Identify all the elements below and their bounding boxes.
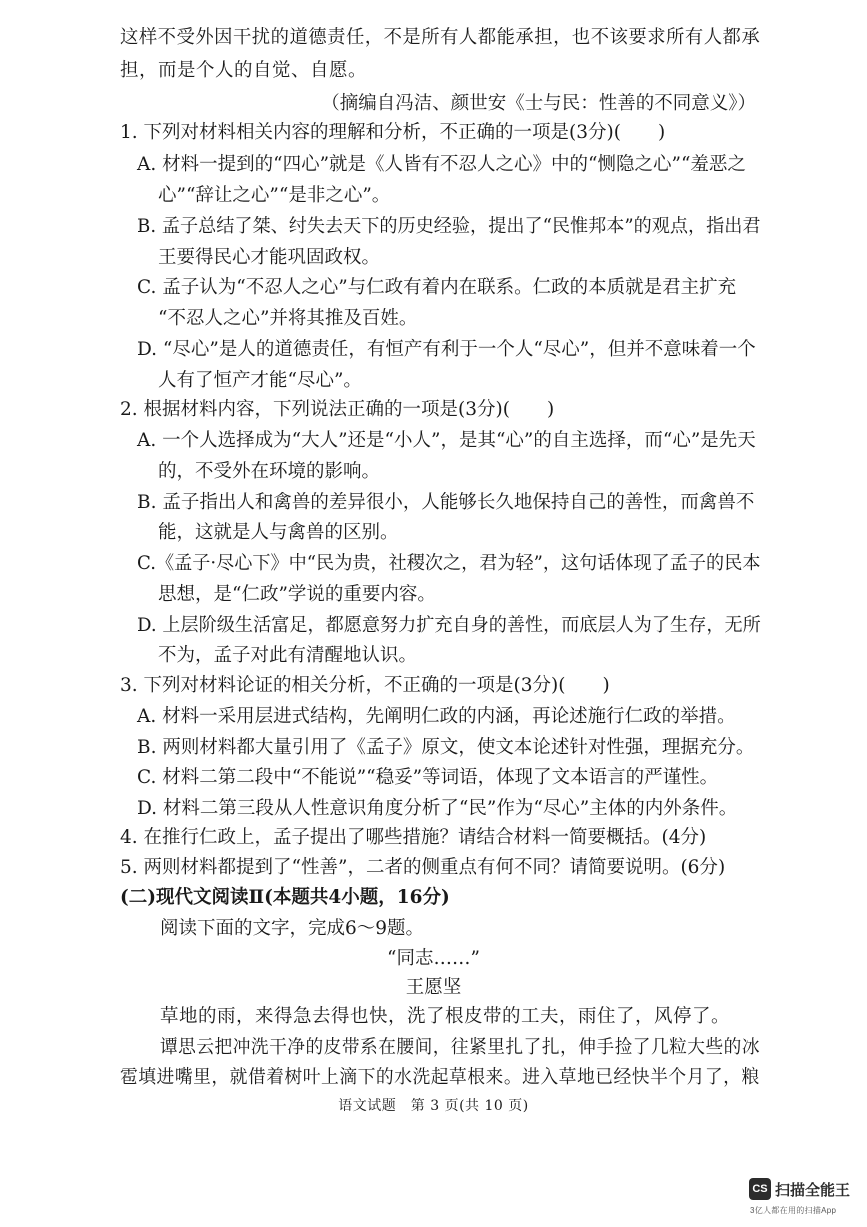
question-3-stem: 3. 下列对材料论证的相关分析，不正确的一项是(3分)( ) (120, 675, 610, 696)
question-2-stem: 2. 根据材料内容，下列说法正确的一项是(3分)( ) (120, 399, 555, 420)
question-4: 4. 在推行仁政上，孟子提出了哪些措施？请结合材料一简要概括。(4分) (120, 827, 707, 848)
story-author: 王愿坚 (405, 977, 462, 998)
passage-source: （摘编自冯洁、颜世安《士与民：性善的不同意义》） (321, 93, 756, 114)
story-paragraph-1: 草地的雨，来得急去得也快，洗了根皮带的工夫，雨住了，风停了。 (160, 1006, 731, 1027)
question-1-option-a-line-1: A. 材料一提到的“四心”就是《人皆有不忍人之心》中的“恻隐之心”“羞恶之 (137, 154, 746, 175)
passage-line-2: 担，而是个人的自觉、自愿。 (120, 60, 368, 81)
question-1-option-b-line-2: 王要得民心才能巩固政权。 (158, 247, 381, 268)
question-2-option-d-line-2: 不为，孟子对此有清醒地认识。 (158, 645, 418, 666)
question-2-option-b-line-1: B. 孟子指出人和禽兽的差异很小，人能够长久地保持自己的善性，而禽兽不 (137, 492, 755, 513)
question-3-option-a: A. 材料一采用层进式结构，先阐明仁政的内涵，再论述施行仁政的举措。 (137, 706, 736, 727)
question-2-option-c-line-1: C.《孟子·尽心下》中“民为贵，社稷次之，君为轻”，这句话体现了孟子的民本 (137, 553, 761, 574)
story-title: “同志……” (387, 948, 480, 969)
question-1-option-d-line-1: D. “尽心”是人的道德责任，有恒产有利于一个人“尽心”，但并不意味着一个 (137, 339, 756, 360)
question-1-option-c-line-1: C. 孟子认为“不忍人之心”与仁政有着内在联系。仁政的本质就是君主扩充 (137, 277, 737, 298)
question-1-option-c-line-2: “不忍人之心”并将其推及百姓。 (158, 308, 418, 329)
question-2-option-a-line-2: 的，不受外在环境的影响。 (158, 461, 381, 482)
reading-instruction: 阅读下面的文字，完成6～9题。 (160, 918, 425, 939)
passage-line-1: 这样不受外因干扰的道德责任，不是所有人都能承担，也不该要求所有人都承 (120, 27, 761, 48)
question-2-option-a-line-1: A. 一个人选择成为“大人”还是“小人”，是其“心”的自主选择，而“心”是先天 (137, 430, 756, 451)
scanner-watermark (749, 1178, 859, 1218)
question-1-option-d-line-2: 人有了恒产才能“尽心”。 (158, 370, 362, 391)
page-footer: 语文试题 第 3 页(共 10 页) (338, 1098, 529, 1114)
story-paragraph-2-line-1: 谭思云把冲洗干净的皮带系在腰间，往紧里扎了扎，伸手捡了几粒大些的冰 (160, 1037, 761, 1058)
question-2-option-d-line-1: D. 上层阶级生活富足，都愿意努力扩充自身的善性，而底层人为了生存，无所 (137, 615, 761, 636)
question-5: 5. 两则材料都提到了“性善”，二者的侧重点有何不同？请简要说明。(6分) (120, 857, 726, 878)
section-heading: (二)现代文阅读Ⅱ(本题共4小题，16分) (120, 887, 450, 908)
question-2-option-b-line-2: 能，这就是人与禽兽的区别。 (158, 522, 399, 543)
scanner-app-name: 扫描全能王 (775, 1182, 851, 1199)
question-3-option-b: B. 两则材料都大量引用了《孟子》原文，使文本论述针对性强，理据充分。 (137, 737, 755, 758)
camscanner-logo-icon: CS (749, 1178, 771, 1200)
question-2-option-c-line-2: 思想，是“仁政”学说的重要内容。 (158, 584, 436, 605)
question-1-stem: 1. 下列对材料相关内容的理解和分析，不正确的一项是(3分)( ) (120, 122, 666, 143)
question-3-option-d: D. 材料二第三段从人性意识角度分析了“民”作为“尽心”主体的内外条件。 (137, 798, 738, 819)
question-3-option-c: C. 材料二第二段中“不能说”“稳妥”等词语，体现了文本语言的严谨性。 (137, 767, 719, 788)
question-1-option-a-line-2: 心”“辞让之心”“是非之心”。 (158, 185, 391, 206)
question-1-option-b-line-1: B. 孟子总结了桀、纣失去天下的历史经验，提出了“民惟邦本”的观点，指出君 (137, 216, 761, 237)
scanner-tagline: 3亿人都在用的扫描App (750, 1206, 837, 1215)
story-paragraph-2-line-2: 雹填进嘴里，就借着树叶上滴下的水洗起草根来。进入草地已经快半个月了，粮 (120, 1067, 760, 1088)
